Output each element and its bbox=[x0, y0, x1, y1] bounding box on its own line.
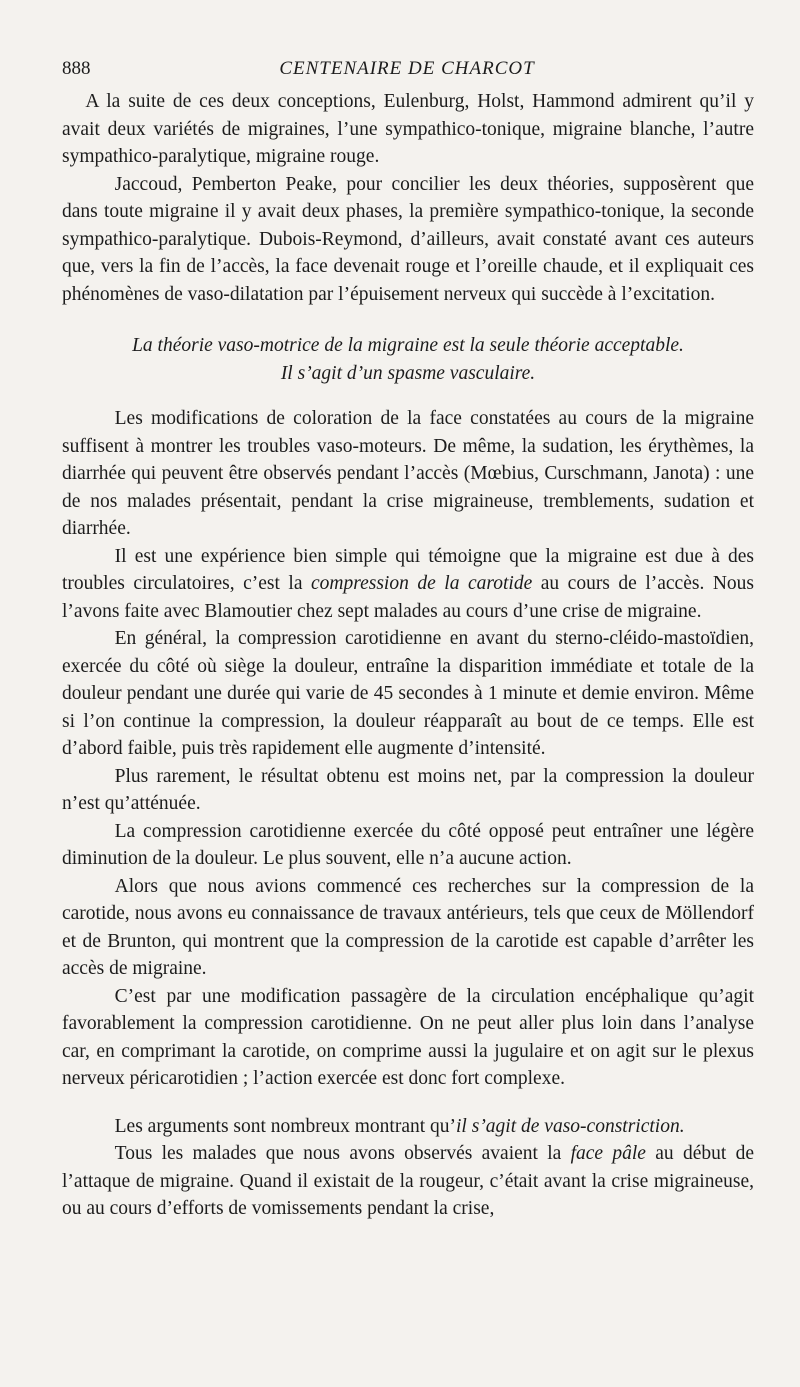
paragraph bbox=[62, 543, 754, 626]
paragraph bbox=[62, 1113, 754, 1141]
text-run: Les arguments sont nombreux montrant qu’ bbox=[114, 1115, 457, 1137]
paragraph: A la suite de ces deux conceptions, Eulenburg, Holst, Hammond admirent qu’il y avait deux variétés de migraines, l’une sympathico-tonique, migraine blanche, l’autre sympathico-paralytique, migraine rouge. bbox=[62, 91, 754, 167]
page-number: 888 bbox=[62, 58, 91, 79]
emphasis: compression de la carotide bbox=[311, 573, 533, 594]
section-heading-line: Il s’agit d’un spasme vasculaire. bbox=[280, 362, 536, 384]
paragraph: La compression carotidienne exercée du côté opposé peut entraîner une légère diminution de la douleur. Le plus souvent, elle n’a aucune action. bbox=[62, 820, 754, 869]
paragraph: Plus rarement, le résultat obtenu est moins net, par la compression la douleur n’est qu’atténuée. bbox=[62, 765, 754, 814]
section-heading bbox=[62, 332, 754, 387]
text-run: Tous les malades que nous avons observés avaient la bbox=[114, 1143, 571, 1164]
text-run: au début de l’attaque de migraine. Quand il existait de la rougeur, c’était avant la crise migraineuse, ou au cours d’efforts de vomissements pendant la crise, bbox=[62, 1143, 754, 1219]
emphasis: il s’agit de vaso-constriction. bbox=[456, 1115, 685, 1137]
paragraph-gap bbox=[62, 1093, 754, 1113]
paragraph: Alors que nous avions commencé ces recherches sur la compression de la carotide, nous avons eu connaissance de travaux antérieurs, tels que ceux de Möllendorf et de Brunton, qui montrent que la compression de la carotide est capable d’arrêter les accès de migraine. bbox=[62, 875, 754, 979]
emphasis: face pâle bbox=[570, 1143, 646, 1164]
body-text bbox=[62, 88, 754, 1223]
paragraph bbox=[62, 1140, 754, 1223]
paragraph: Les modifications de coloration de la face constatées au cours de la migraine suffisent à montrer les troubles vaso-moteurs. De même, la sudation, les érythèmes, la diarrhée qui peuvent être observés pendant l’accès (Mœbius, Curschmann, Janota) : une de nos malades présentait, pendant la crise migraineuse, tremblements, sudation et diarrhée. bbox=[62, 408, 754, 539]
running-title: CENTENAIRE DE CHARCOT bbox=[279, 58, 535, 79]
text-run: au cours de l’accès. Nous l’avons faite avec Blamoutier chez sept malades au cours d’une crise de migraine. bbox=[62, 573, 755, 622]
paragraph: C’est par une modification passagère de la circulation encéphalique qu’agit favorablement la compression carotidienne. On ne peut aller plus loin dans l’analyse car, en comprimant la carotide, on comprime aussi la jugulaire et on agit sur le plexus nerveux péricarotidien ; l’action exercée est donc fort complexe. bbox=[62, 985, 754, 1089]
text-run: Il est une expérience bien simple qui témoigne que la migraine est due à des troubles circulatoires, c’est la bbox=[62, 545, 754, 594]
paragraph: Jaccoud, Pemberton Peake, pour concilier les deux théories, supposèrent que dans toute migraine il y avait deux phases, la première sympathico-tonique, la seconde sympathico-paralytique. Dubois-Reymond, d’ailleurs, avait constaté avant ces auteurs que, vers la fin de l’accès, la face devenait rouge et l’oreille chaude, et il expliquait ces phénomènes de vaso-dilatation par l’épuisement nerveux qui succède à l’excitation. bbox=[62, 173, 754, 305]
section-heading-line: La théorie vaso-motrice de la migraine est la seule théorie acceptable. bbox=[132, 335, 684, 356]
paragraph: En général, la compression carotidienne en avant du sterno-cléido-mastoïdien, exercée du côté où siège la douleur, entraîne la disparition immédiate et totale de la douleur pendant une durée qui varie de 45 secondes à 1 minute et demie environ. Même si l’on continue la compression, la douleur réapparaît au bout de ce temps. Elle est d’abord faible, puis très rapidement elle augmente d’intensité. bbox=[62, 628, 754, 759]
